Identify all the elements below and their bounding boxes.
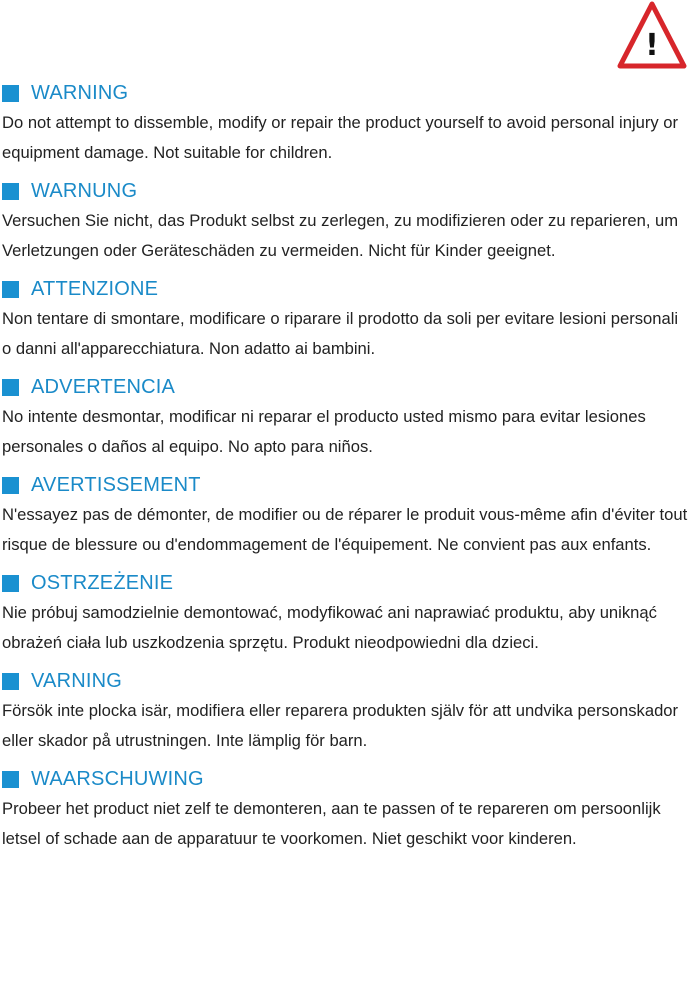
section-title: WAARSCHUWING <box>31 767 204 790</box>
blue-square-icon <box>2 575 19 592</box>
section-header <box>0 78 692 108</box>
section-body: N'essayez pas de démonter, de modifier ou de réparer le produit vous-même afin d'éviter tout risque de blessure ou d'endommagement de l'équipement. Ne convient pas aux enfants. <box>2 505 688 554</box>
section-body: No intente desmontar, modificar ni reparar el producto usted mismo para evitar lesiones personales o daños al equipo. No apto para niños. <box>2 407 646 456</box>
section-body: Probeer het product niet zelf te demonteren, aan te passen of te repareren om persoonlijk letsel of schade aan de apparatuur te voorkomen. Niet geschikt voor kinderen. <box>2 799 661 848</box>
blue-square-icon <box>2 281 19 298</box>
section-header <box>0 568 692 598</box>
blue-square-icon <box>2 85 19 102</box>
blue-square-icon <box>2 379 19 396</box>
section-title: OSTRZEŻENIE <box>31 571 174 594</box>
section-body: Non tentare di smontare, modificare o riparare il prodotto da soli per evitare lesioni personali o danni all'apparecchiatura. Non adatto ai bambini. <box>2 309 679 358</box>
warning-section-it <box>0 274 692 363</box>
warning-triangle-icon <box>616 0 688 70</box>
section-header <box>0 176 692 206</box>
warning-section-pl <box>0 568 692 657</box>
warning-section-de <box>0 176 692 265</box>
section-title: WARNING <box>31 81 129 104</box>
warning-section-sv <box>0 666 692 755</box>
warning-section-nl <box>0 764 692 853</box>
section-header <box>0 372 692 402</box>
section-header <box>0 470 692 500</box>
blue-square-icon <box>2 183 19 200</box>
blue-square-icon <box>2 477 19 494</box>
warning-section-es <box>0 372 692 461</box>
section-title: VARNING <box>31 669 123 692</box>
warning-section-fr <box>0 470 692 559</box>
exclamation-mark: ! <box>645 28 659 63</box>
section-header <box>0 764 692 794</box>
warning-section-en <box>0 78 692 167</box>
blue-square-icon <box>2 673 19 690</box>
section-title: AVERTISSEMENT <box>31 473 201 496</box>
section-title: WARNUNG <box>31 179 138 202</box>
section-title: ADVERTENCIA <box>31 375 176 398</box>
section-body: Do not attempt to dissemble, modify or repair the product yourself to avoid personal injury or equipment damage. Not suitable for children. <box>2 113 679 162</box>
section-body: Nie próbuj samodzielnie demontować, modyfikować ani naprawiać produktu, aby uniknąć obrażeń ciała lub uszkodzenia sprzętu. Produkt nieodpowiedni dla dzieci. <box>2 603 657 652</box>
section-body: Versuchen Sie nicht, das Produkt selbst zu zerlegen, zu modifizieren oder zu reparieren, um Verletzungen oder Geräteschäden zu vermeiden. Nicht für Kinder geeignet. <box>2 211 679 260</box>
section-header <box>0 274 692 304</box>
section-body: Försök inte plocka isär, modifiera eller reparera produkten själv för att undvika personskador eller skador på utrustningen. Inte lämplig för barn. <box>2 701 679 750</box>
warnings-list <box>0 78 692 862</box>
blue-square-icon <box>2 771 19 788</box>
section-title: ATTENZIONE <box>31 277 159 300</box>
section-header <box>0 666 692 696</box>
